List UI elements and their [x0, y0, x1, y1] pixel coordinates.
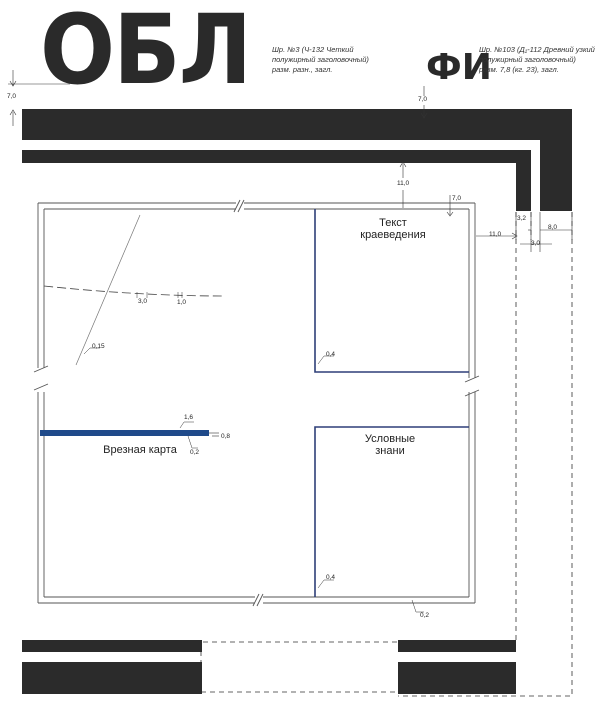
font-note-left: Шр. №3 (Ч-132 Четкий полужирный заголовочный) разм. разн., загл.	[272, 45, 369, 74]
inset-map-bar	[40, 430, 209, 436]
dim-7-0-left: 7,0	[7, 93, 17, 100]
bottom-left-thin-band	[22, 640, 202, 652]
right-thick-band	[540, 109, 572, 211]
dim-0-2-frame: 0,2	[420, 612, 430, 619]
dim-7-0-top: 7,0	[418, 96, 428, 103]
bottom-left-thick-band	[22, 662, 202, 694]
dim-3-0-dash: 3,0	[138, 298, 148, 305]
title-fi: ФИ	[426, 47, 492, 88]
dim-0-15: 0,15	[92, 343, 105, 350]
bottom-right-thick-band	[398, 662, 516, 694]
bottom-right-thin-band	[398, 640, 516, 652]
dashed-sample-line	[44, 286, 224, 296]
top-thin-band	[22, 150, 531, 163]
dim-1-6: 1,6	[184, 414, 194, 421]
dim-0-4-bottom: 0,4	[326, 574, 336, 581]
inset-map-label: Врезная карта	[103, 444, 177, 456]
dim-3-2: 3,2	[517, 215, 527, 222]
dim-8-0: 8,0	[548, 224, 558, 231]
dim-1-0-dash: 1,0	[177, 299, 187, 306]
font-note-right: Шр. №103 (Д₁-112 Древний узкий полужирный заголовочный) разм. 7,8 (кг. 23), загл.	[479, 45, 595, 74]
dim-0-2-inset: 0,2	[190, 449, 200, 456]
dim-0-8: 0,8	[221, 433, 231, 440]
dim-7-0-right: 7,0	[452, 195, 462, 202]
right-thin-band	[516, 150, 531, 211]
dim-3-0-right: 3,0	[531, 240, 541, 247]
legend-panel-label: Условные знани	[364, 433, 416, 457]
map-frame	[34, 200, 479, 606]
text-panel-label: Текст краеведения	[360, 217, 426, 241]
title-obl: ОБЛ	[40, 0, 251, 106]
top-thick-band	[22, 109, 572, 140]
dim-0-4-top: 0,4	[326, 351, 336, 358]
dim-11-0-horizontal: 11,0	[489, 231, 502, 238]
dim-11-0-vertical: 11,0	[397, 180, 410, 187]
